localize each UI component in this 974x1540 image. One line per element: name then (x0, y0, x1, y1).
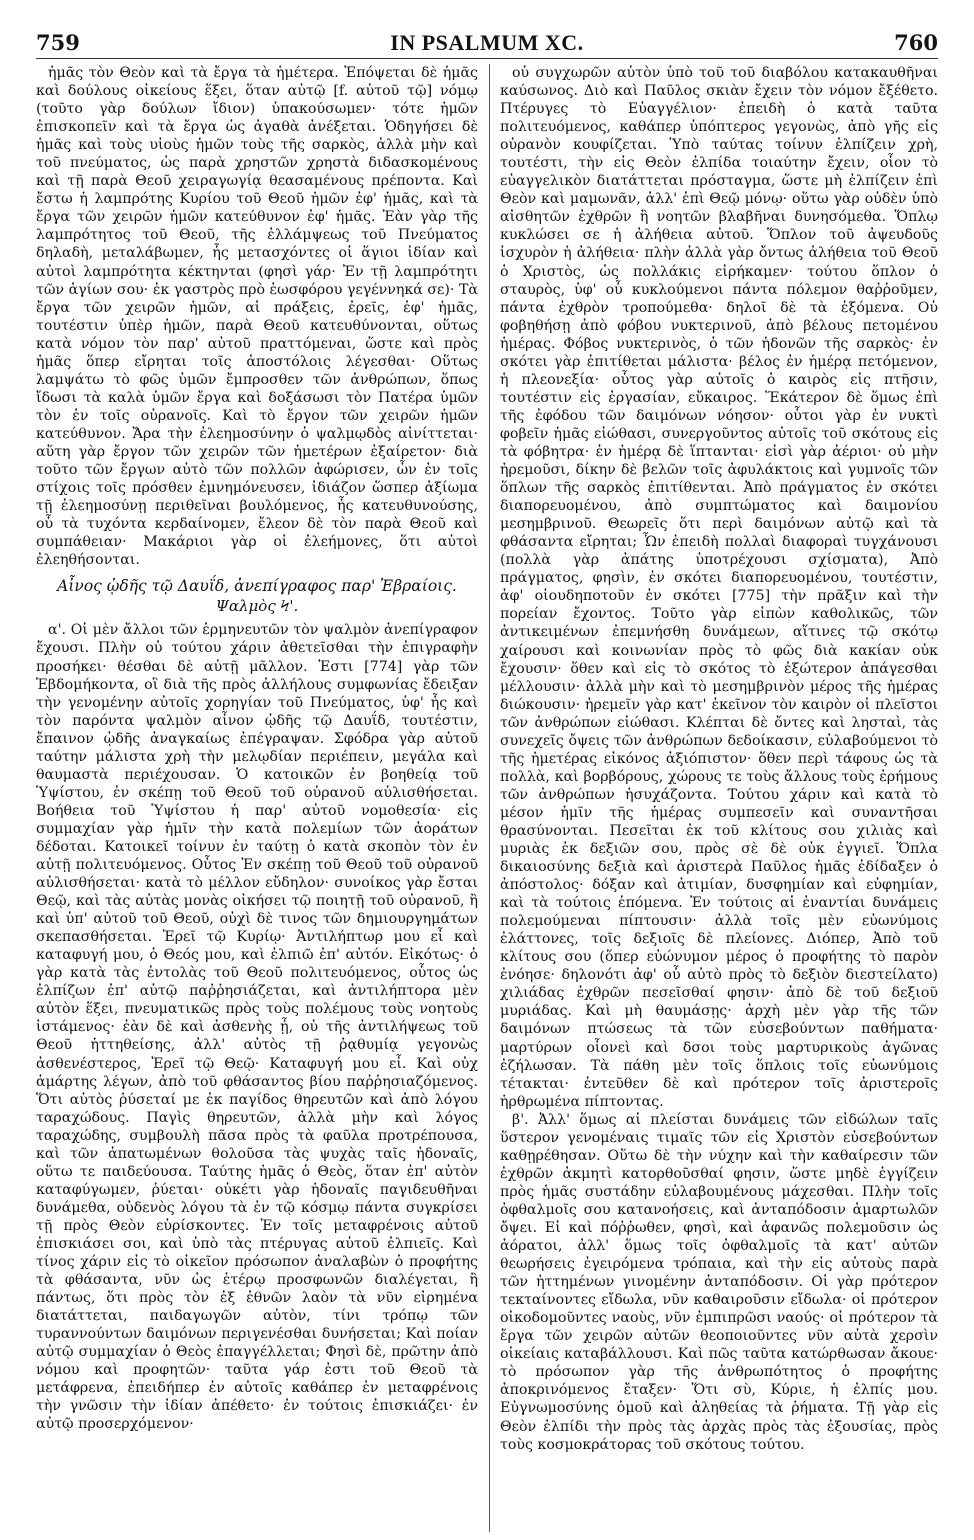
page-header (36, 30, 938, 56)
column-divider (489, 64, 490, 1532)
psalm-number: Ψαλμὸς Ϟ'. (215, 597, 299, 616)
left-lower-text: α'. Οἱ μὲν ἄλλοι τῶν ἑρμηνευτῶν τὸν ψαλμὸν ἀνεπίγραφον ἔχουσι. Πλὴν οὐ τούτου χάριν ἀθετεῖσθαι τὴν ἐπιγραφὴν προσήκει· θέσθαι δὲ αὐτῇ μᾶλλον. Ἐστι [774] γὰρ τῶν Ἑβδομήκοντα, οἳ διὰ τῆς πρὸς ἀλλήλους συμφωνίας ἔδειξαν τὴν γενομένην αὐτοῖς χορηγίαν τοῦ Πνεύματος, ὑφ' ἧς καὶ τὸν παρόντα ψαλμὸν αἶνον ᾠδῆς τῷ Δαυΐδ, τουτέστιν, ἔπαινον ᾠδῆς ἀναγκαίως ἐπέγραψαν. Σφόδρα γὰρ αὐτοῦ ταύτην μάλιστα χρὴ τὴν μελῳδίαν περιέπειν, μεγάλα καὶ θαυμαστὰ περιέχουσαν. Ὁ κατοικῶν ἐν βοηθείᾳ τοῦ Ὑψίστου, ἐν σκέπῃ τοῦ Θεοῦ τοῦ οὐρανοῦ αὐλισθήσεται. Βοήθεια τοῦ Ὑψίστου ἡ παρ' αὐτοῦ νομοθεσία· εἰς συμμαχίαν γὰρ ἡμῖν τὴν κατὰ πολεμίων τῶν ἀοράτων δέδοται. Κατοικεῖ τοίνυν ἐν ταύτῃ ὁ κατὰ σκοπὸν τὸν ἐν αὐτῇ πολιτευόμενος. Οὗτος Ἐν σκέπῃ τοῦ Θεοῦ τοῦ οὐρανοῦ αὐλισθήσεται· κατὰ τὸ μέλλον εὔδηλον· συνοίκος γὰρ ἔσται Θεῷ, καὶ τὰς αὐτὰς μονὰς οἰκήσει τῷ ποιητῇ τοῦ οὐρανοῦ, ἢ καὶ ὑπ' αὐτοῦ τοῦ Θεοῦ, οὐχὶ δὲ τινος τῶν δημιουργημάτων σκεπασθήσεται. Ἐρεῖ τῷ Κυρίῳ· Ἀντιλήπτωρ μου εἶ καὶ καταφυγή μου, ὁ Θεός μου, καὶ ἐλπιῶ ἐπ' αὐτόν. Εἰκότως· ὁ γὰρ κατὰ τὰς ἐντολὰς τοῦ Θεοῦ πολιτευόμενος, οὗτος ὡς ἐλπίζων ἐπ' αὐτῷ παῤῥησιάζεται, καὶ ἀντιλήπτορα μὲν αὐτὸν ἕξει, πνευματικῶς πρὸς τοὺς πολέμους τοὺς νοητοὺς ἱστάμενος· ἐὰν δὲ καὶ ἀσθενὴς ᾖ, οὐ τῆς ἀντιλήψεως τοῦ Θεοῦ ἡττηθείσης, ἀλλ' αὐτὸς τῇ ῥᾳθυμίᾳ γεγονὼς ἀσθενέστερος, Ἐρεῖ τῷ Θεῷ· Καταφυγή μου εἶ. Καὶ οὐχ ἁμάρτης λέγων, ἀπὸ τοῦ φθάσαντος βίου παῤῥησιαζόμενος. Ὅτι αὐτὸς ῥύσεταί με ἐκ παγίδος θηρευτῶν καὶ ἀπὸ λόγου ταραχώδους. Παγὶς θηρευτῶν, ἀλλὰ μὴν καὶ λόγος ταραχώδης, συμβουλὴ πᾶσα πρὸς τὰ φαῦλα προτρέπουσα, καὶ τῶν ἀπατωμένων θολοῦσα τὰς ψυχὰς ταῖς ἡδοναῖς, οὕτω τε παιδεύουσα. Ταύτης ἡμᾶς ὁ Θεὸς, ὅταν ἐπ' αὐτὸν καταφύγωμεν, ῥύεται· οὐκέτι γὰρ ἡδοναῖς παγιδευθῆναι δυνάμεθα, οὐδενὸς λόγου τὰ ἐν τῷ κόσμῳ πάντα συγκρίσει τῇ πρὸς Θεὸν εὑρίσκοντες. Ἐν τοῖς μεταφρένοις αὐτοῦ ἐπισκιάσει σοι, καὶ ὑπὸ τὰς πτέρυγας αὐτοῦ ἐλπιεῖς. Καὶ τίνος χάριν εἰς τὸ οἰκεῖον πρόσωπον ἀναλαβὼν ὁ προφήτης τὰ φθάσαντα, νῦν ὡς ἑτέρῳ προσφωνῶν διαλέγεται, ἢ πάντως, ὅτι πρὸς τὸν ἐξ ἐθνῶν λαὸν τὰ νῦν εἰρημένα διατάττεται, παιδαγωγῶν αὐτὸν, τίνι τρόπῳ τῶν τυραννούντων δαιμόνων περιγενέσθαι δυνήσεται; Καὶ ποίαν αὐτῷ συμμαχίαν ὁ Θεὸς ἐπαγγέλλεται; Φησὶ δὲ, πρῶτην ἀπὸ νόμου καὶ προφητῶν· ταῦτα γάρ ἐστι τοῦ Θεοῦ τὰ μετάφρενα, ἐπειδήπερ ἐν αὐτοῖς καθάπερ ἐν μεταφρένοις τὴν γνῶσιν τὴν ἰδίαν ἀπέθετο· ἐν τούτοις ἐπισκιάζει· ἐν αὐτῷ προσερχόμενον· (36, 622, 478, 1433)
page-number-left: 759 (36, 30, 80, 55)
psalm-heading: Αἶνος ᾠδῆς τῷ Δαυΐδ, ἀνεπίγραφος παρ' Ἑβραίοις. (57, 577, 457, 596)
left-column (36, 64, 478, 1532)
page-number-right: 760 (894, 30, 938, 55)
right-text: οὐ συγχωρῶν αὐτὸν ὑπὸ τοῦ τοῦ διαβόλου κατακαυθῆναι καύσωνος. Διὸ καὶ Παῦλος σκιὰν ἔχειν τὸν νόμον ἔξέθετο. Πτέρυγες τὸ Εὐαγγέλιον· ἐπειδὴ ὁ κατὰ ταῦτα πολιτευόμενος, καθάπερ ὑπόπτερος γεγονὼς, ἀπὸ γῆς εἰς οὐρανὸν κουφίζεται. Ὑπὸ ταύτας τοίνυν ἐλπίζειν χρὴ, τουτέστι, τὴν εἰς Θεὸν ἐλπίδα τοιαύτην ἔχειν, οἷον τὸ εὐαγγελικὸν διατάττεται πρόσταγμα, ὥστε μὴ ἐλπίζειν ἐπὶ Θεὸν καὶ μαμωνᾶν, ἀλλ' ἐπὶ Θεῷ μόνῳ· οὕτω γὰρ οὐδὲν ὑπὸ αἰσθητῶν ἐχθρῶν ἢ νοητῶν βλαβῆναι δυνησόμεθα. Ὅπλῳ κυκλώσει σε ἡ ἀλήθεια αὐτοῦ. Ὅπλον τοῦ ἀψευδοῦς ἰσχυρὸν ἡ ἀλήθεια· πλὴν ἀλλὰ γὰρ ὄντως ἀλήθεια τοῦ Θεοῦ ὁ Χριστὸς, ὡς πολλάκις εἰρήκαμεν· τούτου ὅπλον ὁ σταυρὸς, ὑφ' οὗ κυκλούμενοι πάντα πόλεμον θαῤῥοῦμεν, πάντα ἐχθρὸν τροπούμεθα· δηλοῖ δὲ τὰ ἑξόμενα. Οὐ φοβηθήσῃ ἀπὸ φόβου νυκτερινοῦ, ἀπὸ βέλους πετομένου ἡμέρας. Φόβος νυκτερινὸς, ὁ τῶν ἡδονῶν τῆς σαρκὸς· ἐν σκότει γὰρ ἐπιτίθεται μάλιστα· βέλος ἐν ἡμέρᾳ πετόμενον, ἡ πλεονεξία· οὗτος γὰρ αὐτοῖς ὁ καιρὸς εἰς πτῆσιν, τουτέστιν εἰς ἐργασίαν, εὔκαιρος. Ἕκάτερον δὲ ὅμως ἐπὶ τῆς ἐφόδου τῶν δαιμόνων νόησον· οὗτοι γὰρ ἐν νυκτὶ φοβεῖν ἡμᾶς εἰώθασι, συνεργοῦντος αὐτοῖς τοῦ σκότους εἰς τὰ φόβητρα· ἐν ἡμέρᾳ δὲ ἵπτανται· εἰσὶ γὰρ ἀέριοι· οὐ μὴν ἠρεμοῦσι, δίκην δὲ βελῶν τοῖς ἀφυλάκτοις καὶ γυμνοῖς τῶν ὅπλων τῆς σαρκὸς ἐπιτίθενται. Ἀπὸ πράγματος ἐν σκότει διαπορευομένου, ἀπὸ συμπτώματος καὶ δαιμονίου μεσημβρινοῦ. Θεωρεῖς ὅτι περὶ δαιμόνων αὐτῷ καὶ τὰ φθάσαντα εἴρηται; Ὧν ἐπειδὴ πολλαὶ διαφοραὶ τυγχάνουσι (πολλὰ γὰρ ἀπάτης ὑποτρέχουσι σχίσματα), Ἀπὸ πράγματος, φησὶν, ἐν σκότει διαπορευομένου, τουτέστιν, ἀφ' οἱουδηποτοῦν ἐν σκότει [775] τὴν πρᾶξιν καὶ τὴν πορείαν ἔχοντος. Τοῦτο γὰρ εἰπὼν καθολικῶς, τῶν ἀντικειμένων ἐπεμνήσθη δυνάμεων, αἵτινες τῷ σκότῳ χαίρουσι καὶ κοινωνίαν πρὸς τὸ φῶς διὰ κακίαν οὐκ ἔχουσιν· ὅθεν καὶ εἰς τὸ σκότος τὸ ἐξώτερον ἀπάγεσθαι μέλλουσιν· ἀλλὰ μὴν καὶ τὸ μεσημβρινὸν μέρος τῆς ἡμέρας διώκουσιν· ἠρεμεῖν γὰρ κατ' ἐκεῖνον τὸν καιρὸν οἱ πλεῖστοι τῶν ἀνθρώπων εἰώθασι. Κλέπται δὲ ὄντες καὶ λησταὶ, τὰς συνεχεῖς ὄψεις τῶν ἀνθρώπων δεδοίκασιν, εὐλαβούμενοι τὸ τῆς ἡμετέρας εἰκόνος ἀξιόπιστον· ὅθεν περὶ τάφους ὡς τὰ πολλὰ, καὶ βορβόρους, χώρους τε τοὺς ἄλλους τοὺς ἐρήμους τῶν ἀνθρώπων ἡσυχάζοντα. Τούτου χάριν καὶ κατὰ τὸ μέσον ἡμῖν τῆς ἡμέρας συμπεσεῖν καὶ συναντῆσαι θρασύνονται. Πεσεῖται ἐκ τοῦ κλίτους σου χιλιὰς καὶ μυριὰς ἐκ δεξιῶν σου, πρὸς σὲ δὲ οὐκ ἐγγιεῖ. Ὅπλα δικαιοσύνης δεξιὰ καὶ ἀριστερὰ Παῦλος ἡμᾶς ἐδίδαξεν ὁ ἀπόστολος· δόξαν καὶ ἀτιμίαν, δυσφημίαν καὶ εὐφημίαν, καὶ τὰ τούτοις ἑπόμενα. Ἐν τούτοις αἱ ἐναντίαι δυνάμεις πολεμούμεναι πίπτουσιν· ἀλλὰ τοῖς μὲν εὐωνύμοις ἐλάττονες, τοῖς δεξιοῖς δὲ πλείονες. Διόπερ, Ἀπὸ τοῦ κλίτους σου (ὅπερ εὐώνυμον μέρος ὁ προφήτης τὸ παρὸν ἐνόησε· δηλονότι ἀφ' οὗ αὐτὸ πρὸς τὸ δεξιὸν διεστείλατο) χιλιάδας ἐχθρῶν πεσεῖσθαί φησιν· ἀπὸ δὲ τοῦ δεξιοῦ μυριάδας. Καὶ μὴ θαυμάσῃς· ἀρχὴ μὲν γὰρ τῆς τῶν δαιμόνων πτώσεως τὰ τῶν εὐσεβούντων παθήματα· μαρτύρων οἷονεὶ καὶ δσοι τοὺς μαρτυρικοὺς ἀγῶνας ἐζήλωσαν. Τὰ πάθη μὲν τοῖς ὅπλοις τοῖς εὐωνύμοις τέτακται· ἐντεῦθεν δὲ καὶ πρότερον τοῖς ἀριστεροῖς ἡρθρωμένα πίπτοντας. (500, 65, 938, 1110)
left-upper-text: ἡμᾶς τὸν Θεὸν καὶ τὰ ἔργα τὰ ἡμέτερα. Ἑπόψεται δὲ ἡμᾶς καὶ δούλους οἰκείους ἕξει, ὅταν αὐτῷ [f. αὐτοῦ τῷ] νόμῳ (τοῦτο γὰρ δούλων ἴδιον) ὑπακούσωμεν· τότε ἡμῶν ἐπισκοπεῖν καὶ τὰ ἔργα ὡς ἀγαθὰ ἀνέξεται. Ὁδηγήσει δὲ ἡμᾶς καὶ τοὺς υἱοὺς ἡμῶν τοὺς τῆς σαρκὸς, ἀλλὰ μὴν καὶ τοῦ πνεύματος, ὡς παρὰ χρηστῶν χρηστὰ διδασκομένους καὶ τῇ παρὰ Θεοῦ χειραγωγίᾳ θεασαμένους πρέποντα. Καὶ ἔστω ἡ λαμπρότης Κυρίου τοῦ Θεοῦ ἡμῶν ἐφ' ἡμᾶς, καὶ τὰ ἔργα τῶν χειρῶν ἡμῶν κατεύθυνον ἐφ' ἡμᾶς. Ἐὰν γὰρ τῆς λαμπρότητος τοῦ Θεοῦ, τῆς ἐλλάμψεως τοῦ Πνεύματος δηλαδὴ, μεταλάβωμεν, ἧς μετασχόντες οἱ ἅγιοι ἰδίαν καὶ αὐτοὶ λαμπρότητα κέκτηνται (φησὶ γάρ· Ἐν τῇ λαμπρότητι τῶν ἁγίων σου· ἐκ γαστρὸς πρὸ ἑωσφόρου γεγέννηκά σε)· Τὰ ἔργα τῶν χειρῶν ἡμῶν, αἱ πράξεις, ἐρεῖς, ἐφ' ἡμᾶς, τουτέστιν ὑπὲρ ἡμῶν, παρὰ Θεοῦ κατευθύνονται, οὕτως κατὰ νόμον τὸν παρ' αὐτοῦ πραττόμεναι, ὥστε καὶ πρὸς ἡμᾶς ὅπερ εἴρηται τοῖς ἀποστόλοις λέγεσθαι· Οὕτως λαμψάτω τὸ φῶς ὑμῶν ἔμπροσθεν τῶν ἀνθρώπων, ὅπως ἴδωσι τὰ καλὰ ὑμῶν ἔργα καὶ δοξάσωσι τὸν Πατέρα ὑμῶν τὸν ἐν τοῖς οὐρανοῖς. Καὶ τὸ ἔργον τῶν χειρῶν ἡμῶν κατεύθυνον. Ἄρα τὴν ἐλεημοσύνην ὁ ψαλμῳδὸς αἰνίττεται· αὕτη γὰρ ἔργον τῶν χειρῶν τῶν ἡμετέρων ἐξαίρετον· διὰ τοῦτο τῶν ἔργων αὐτὸ τῶν πολλῶν ἀφώρισεν, ὧν ἐν τοῖς στίχοις τοῖς πρόσθεν ἐμνημόνευσεν, ἰδιάζον ὥσπερ ἀξίωμα τῇ ἐλεημοσύνῃ περιθεῖναι βουλόμενος, ἧς κατευθυνούσης, οὗ τὰ τυχόντα κερδαίνομεν, ἔλεον δὲ τὸν παρὰ Θεοῦ καὶ συμπάθειαν· Μακάριοι γὰρ οἱ ἐλεήμονες, ὅτι αὐτοὶ ἐλεηθήσονται. (36, 65, 478, 569)
right-column (500, 64, 938, 1532)
header-rule (36, 58, 938, 59)
right-text-section-b: β'. Ἀλλ' ὅμως αἱ πλείσται δυνάμεις τῶν εἰδώλων ταῖς ὕστερον γενομέναις τιμαῖς τῶν εἰς Χριστὸν εὐσεβούντων καθῃρέθησαν. Οὕτω δὲ τὴν νύχην καὶ τὴν καθαίρεσιν τῶν ἐχθρῶν ἀκμητὶ κατορθοῦσθαί φησιν, ὥστε μηδὲ ἐγγίζειν πρὸς ἡμᾶς συστάδην εὐλαβουμένους μάχεσθαι. Πλὴν τοῖς ὀφθαλμοῖς σου κατανοήσεις, καὶ ἀνταπόδοσιν ἁμαρτωλῶν ὄψει. Εἰ καὶ πόῤῥωθεν, φησὶ, καὶ ἀφανῶς πολεμοῦσιν ὡς ἀόρατοι, ἀλλ' ὅμως τοῖς ὀφθαλμοῖς τὰ κατ' αὐτῶν θεωρήσεις ἐγειρόμενα τρόπαια, καὶ τὴν εἰς αὐτοὺς παρὰ τῶν ἡττημένων γινομένην ἀνταπόδοσιν. Οἱ γὰρ πρότερον τεκταίνοντες εἴδωλα, νῦν καθαιροῦσιν εἴδωλα· οἱ πρότερον οἰκοδομοῦντες ναοὺς, νῦν ἐμπιπρῶσι ναούς· οἱ πρότερον τὰ ἔργα τῶν χειρῶν αὐτῶν θεοποιοῦντες νῦν αὐτὰ χερσὶν οἰκείαις καταβάλλουσι. Καὶ πῶς ταῦτα κατώρθωσαν ἄκουε· τὸ πρόσωπον γὰρ τῆς ἀνθρωπότητος ὁ προφήτης ἀποκρινόμενος ἔταξεν· Ὅτι σὺ, Κύριε, ἡ ἐλπίς μου. Εὐγνωμοσύνης ὁμοῦ καὶ ἀληθείας τὰ ῥήματα. Τῇ γὰρ εἰς Θεὸν ἐλπίδι τὴν πρὸς τὰς ἀρχὰς πρὸς τὰς ἐξουσίας, πρὸς τοὺς κοσμοκράτορας τοῦ σκότους τούτου. (500, 1111, 938, 1453)
running-title: IN PSALMUM XC. (390, 30, 584, 55)
